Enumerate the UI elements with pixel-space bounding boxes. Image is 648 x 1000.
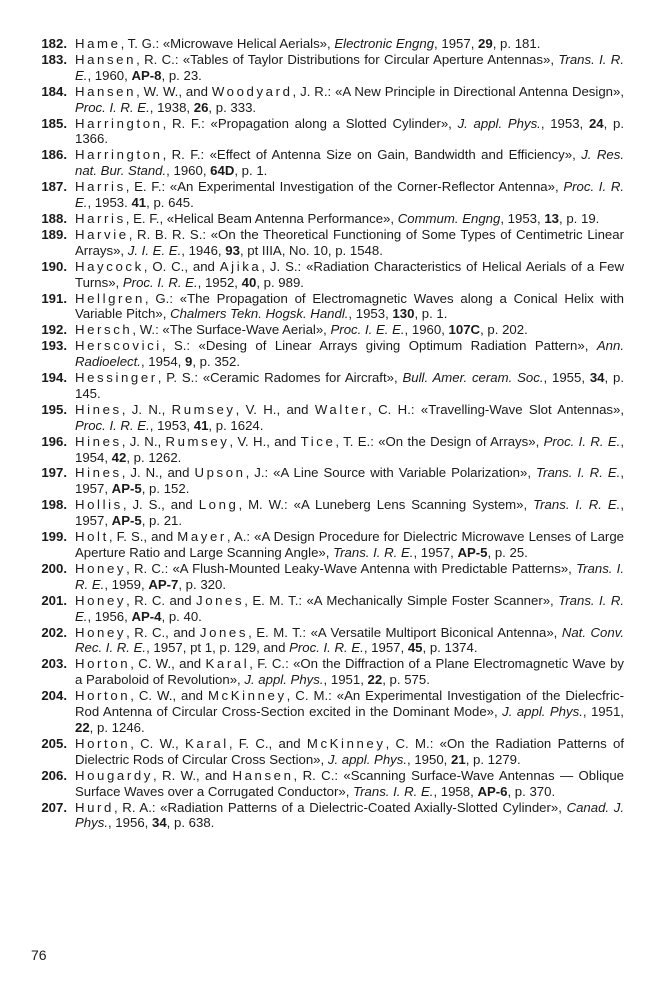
author-name: Ajika — [219, 258, 262, 274]
volume-number: 22 — [367, 672, 383, 688]
citation-text: , S.: «Desing of Linear Arrays giving Optimum Radiation Pattern», — [161, 338, 597, 354]
citation-text: , p. 1246. — [89, 719, 145, 735]
citation-text: , p. 989. — [256, 274, 304, 290]
reference-number: 195. — [41, 401, 67, 417]
reference-text — [75, 593, 624, 625]
journal-title: J. appl. Phys. — [502, 704, 583, 720]
reference-entry — [34, 84, 624, 116]
journal-title: Proc. I. R. E. — [75, 417, 150, 433]
author-name: Hersch — [75, 322, 133, 338]
citation-text: , W.: «The Surface-Wave Aerial», — [132, 322, 331, 338]
volume-number: 45 — [407, 640, 423, 656]
author-name: Karal — [185, 735, 229, 751]
reference-entry — [34, 338, 624, 370]
reference-entry — [34, 465, 624, 497]
journal-title: Proc. I. R. E. — [543, 433, 621, 449]
volume-number: 41 — [193, 417, 209, 433]
reference-entry — [34, 736, 624, 768]
reference-text — [75, 52, 624, 84]
citation-text: , p. 1262. — [126, 449, 182, 465]
reference-entry — [34, 116, 624, 148]
reference-number: 188. — [41, 210, 67, 226]
author-name: Rumsey — [165, 433, 230, 449]
reference-entry — [34, 36, 624, 52]
citation-text: , 1951, — [323, 672, 368, 688]
citation-text: , F. C.: «On the Diffraction of a Plane Electromagnetic Wave by a Paraboloid of Revolution», — [75, 656, 624, 688]
journal-title: Trans. I. R. E. — [75, 560, 624, 592]
volume-number: 24 — [588, 115, 604, 131]
citation-text: , 1960, — [87, 67, 132, 83]
reference-number: 206. — [41, 767, 67, 783]
author-name: Mayer — [177, 529, 227, 545]
reference-number: 205. — [41, 735, 67, 751]
journal-title: Proc. I. E. E. — [330, 322, 405, 338]
journal-title: Trans. I. R. E. — [75, 592, 625, 624]
citation-text: , 1954, — [140, 354, 185, 370]
journal-title: Nat. Conv. Rec. I. R. E. — [75, 624, 624, 656]
journal-title: Canad. J. Phys. — [75, 799, 624, 831]
author-name: Honey — [75, 624, 127, 640]
reference-entry — [34, 147, 624, 179]
citation-text: , C. H.: «Travelling-Wave Slot Antennas», — [368, 401, 624, 417]
author-name: McKinney — [207, 688, 287, 704]
author-name: Hame — [75, 36, 121, 51]
citation-text: , 1957, — [363, 640, 408, 656]
volume-number: AP-8 — [131, 67, 162, 83]
author-name: Horton — [75, 735, 131, 751]
author-name: Horton — [75, 688, 131, 704]
reference-number: 207. — [41, 799, 67, 815]
journal-title: Proc. I. R. E. — [289, 640, 364, 656]
citation-text: , 1951, — [582, 704, 624, 720]
reference-text — [75, 688, 624, 736]
citation-text: , V. H., and — [229, 433, 301, 449]
reference-number: 194. — [41, 370, 67, 386]
author-name: Haycock — [75, 258, 144, 274]
reference-text — [75, 625, 624, 657]
citation-text: , 1953, — [540, 115, 589, 131]
reference-number: 201. — [41, 592, 67, 608]
citation-text: , M. W.: «A Luneberg Lens Scanning System», — [238, 497, 534, 513]
reference-list — [34, 36, 624, 831]
author-name: McKinney — [306, 735, 386, 751]
citation-text: , p. 333. — [208, 99, 257, 115]
journal-title: J. appl. Phys. — [327, 751, 408, 767]
citation-text: , p. 352. — [192, 354, 240, 370]
volume-number: 34 — [151, 815, 167, 831]
citation-text: , E. F.: «An Experimental Investigation of the Corner-Reflector Antenna», — [125, 179, 564, 195]
citation-text: , R. F.: «Propagation along a Slotted Cylinder», — [162, 115, 458, 131]
citation-text: , J. R.: «A New Principle in Directional Antenna Design», — [292, 83, 624, 99]
reference-entry — [34, 370, 624, 402]
reference-text — [75, 402, 624, 434]
author-name: Tice — [300, 433, 336, 449]
citation-text: , p. 575. — [382, 672, 430, 688]
journal-title: Trans. I. R. E. — [353, 783, 434, 799]
journal-title: Bull. Amer. ceram. Soc. — [402, 370, 544, 386]
citation-text: , p. 645. — [146, 195, 194, 211]
reference-text — [75, 291, 624, 323]
author-name: Karal — [205, 656, 250, 672]
reference-text — [75, 338, 624, 370]
citation-text: , J. S.: «Radiation Characteristics of Helical Aerials of a Few Turns», — [75, 258, 624, 290]
citation-text: , E. F., «Helical Beam Antenna Performance», — [125, 210, 398, 226]
citation-text: , T. G.: «Microwave Helical Aerials», — [120, 36, 335, 51]
reference-entry — [34, 322, 624, 338]
reference-text — [75, 656, 624, 688]
journal-title: Proc. I. R. E. — [122, 274, 198, 290]
reference-text — [75, 768, 624, 800]
citation-text: , p. 1. — [234, 163, 268, 179]
author-name: Harrington — [75, 147, 163, 163]
author-name: Hines — [75, 465, 122, 481]
reference-entry — [34, 211, 624, 227]
citation-text: , R. A.: «Radiation Patterns of a Dielectric-Coated Axially-Slotted Cylinder», — [113, 799, 567, 815]
citation-text: , 1959, — [104, 576, 149, 592]
citation-text: , R. C. and — [126, 592, 196, 608]
volume-number: 34 — [589, 370, 605, 386]
author-name: Hougardy — [75, 767, 153, 783]
reference-text — [75, 84, 624, 116]
citation-text: , C. M.: «An Experimental Investigation of the Dielecfric-Rod Antenna of Circular Cross-Section excited in the Dominant Mode», — [75, 688, 624, 720]
journal-title: J. appl. Phys. — [457, 115, 541, 131]
reference-entry — [34, 625, 624, 657]
journal-title: J. appl. Phys. — [244, 672, 324, 688]
reference-number: 202. — [41, 624, 67, 640]
citation-text: , T. E.: «On the Design of Arrays», — [335, 433, 544, 449]
reference-text — [75, 211, 624, 227]
citation-text: , p. 1624. — [208, 417, 264, 433]
citation-text: , 1957, — [434, 36, 479, 51]
reference-entry — [34, 402, 624, 434]
reference-entry — [34, 179, 624, 211]
volume-number: 29 — [478, 36, 493, 51]
citation-text: , R. C.: «Tables of Taylor Distributions for Circular Aperture Antennas», — [136, 51, 559, 67]
reference-text — [75, 561, 624, 593]
reference-text — [75, 370, 624, 402]
author-name: Rumsey — [171, 401, 236, 417]
citation-text: , 1957, — [413, 545, 458, 560]
author-name: Hollis — [75, 497, 123, 513]
citation-text: , p. 320. — [178, 576, 227, 592]
citation-text: , A.: «A Design Procedure for Dielectric Microwave Lenses of Large Aperture Ratio and Large Scanning Angle», — [75, 529, 624, 560]
citation-text: , 1956, — [87, 608, 132, 624]
volume-number: 26 — [193, 99, 209, 115]
author-name: Harrington — [75, 115, 163, 131]
reference-entry — [34, 52, 624, 84]
volume-number: 21 — [451, 751, 466, 767]
reference-number: 199. — [41, 529, 67, 545]
volume-number: 22 — [75, 719, 90, 735]
citation-text: , 1958, — [433, 783, 478, 799]
journal-title: Trans. I. R. E. — [533, 497, 621, 513]
citation-text: , F. S., and — [108, 529, 178, 545]
citation-text: , R. C., and — [126, 624, 200, 640]
citation-text: , 1950, — [407, 751, 452, 767]
author-name: Hansen — [232, 767, 294, 783]
author-name: Hellgren — [75, 290, 145, 306]
journal-title: Electronic Engng — [334, 36, 435, 51]
volume-number: 107C — [448, 322, 481, 338]
reference-entry — [34, 259, 624, 291]
citation-text: , 1957, — [75, 465, 624, 497]
citation-text: , R. W., and — [152, 767, 233, 783]
author-name: Woodyard — [211, 83, 293, 99]
volume-number: AP-6 — [477, 783, 508, 799]
reference-text — [75, 227, 624, 259]
reference-number: 182. — [41, 36, 67, 51]
citation-text: , p. 21. — [141, 513, 183, 529]
citation-text: , p. 19. — [559, 210, 600, 226]
citation-text: , p. 25. — [487, 545, 528, 560]
volume-number: 130 — [392, 306, 415, 322]
reference-text — [75, 434, 624, 466]
author-name: Hines — [75, 401, 122, 417]
author-name: Harris — [75, 179, 126, 195]
reference-entry — [34, 593, 624, 625]
reference-text — [75, 736, 624, 768]
author-name: Horton — [75, 656, 131, 672]
citation-text: , J. N., and — [121, 465, 195, 481]
volume-number: AP-5 — [111, 513, 142, 529]
reference-number: 197. — [41, 465, 67, 481]
reference-text — [75, 36, 624, 52]
citation-text: , R. C.: «A Flush-Mounted Leaky-Wave Antenna with Predictable Patterns», — [126, 560, 577, 576]
journal-title: Commum. Engng — [397, 210, 501, 226]
author-name: Walter — [314, 401, 369, 417]
citation-text: , 1960, — [404, 322, 449, 338]
reference-text — [75, 529, 624, 561]
citation-text: , 1955, — [543, 370, 590, 386]
author-name: Herscovici — [75, 338, 162, 354]
reference-text — [75, 259, 624, 291]
reference-number: 184. — [41, 83, 67, 99]
reference-entry — [34, 656, 624, 688]
reference-number: 191. — [41, 290, 67, 306]
volume-number: 93 — [225, 242, 240, 258]
citation-text: , 1956, — [107, 815, 152, 831]
reference-text — [75, 179, 624, 211]
volume-number: 41 — [131, 195, 147, 211]
citation-text: , p. 145. — [75, 370, 625, 401]
citation-text: , 1954, — [75, 433, 624, 465]
citation-text: , E. M. T.: «A Versatile Multiport Biconical Antenna», — [248, 624, 562, 640]
reference-entry — [34, 434, 624, 466]
reference-number: 192. — [41, 322, 67, 338]
volume-number: AP-4 — [131, 608, 162, 624]
citation-text: , C. W., — [130, 735, 186, 751]
author-name: Hines — [75, 433, 122, 449]
volume-number: 40 — [241, 274, 257, 290]
author-name: Holt — [75, 529, 109, 545]
reference-number: 185. — [41, 115, 67, 131]
citation-text: , p. 638. — [166, 815, 215, 831]
reference-entry — [34, 688, 624, 736]
reference-text — [75, 322, 624, 338]
citation-text: , 1957, pt 1, p. 129, and — [146, 640, 290, 656]
reference-number: 193. — [41, 338, 67, 354]
citation-text: , V. H., and — [235, 401, 315, 417]
citation-text: , O. C., and — [143, 258, 220, 274]
volume-number: 13 — [544, 210, 559, 226]
citation-text: , C. M.: «On the Radiation Patterns of Dielectric Rods of Circular Cross Section», — [75, 735, 625, 767]
reference-number: 190. — [41, 258, 67, 274]
author-name: Hurd — [75, 799, 114, 815]
citation-text: , F. C., and — [228, 735, 307, 751]
reference-number: 183. — [41, 51, 67, 67]
citation-text: , 1953, — [149, 417, 194, 433]
volume-number: 64D — [210, 163, 235, 179]
citation-text: , J. S., and — [122, 497, 199, 513]
reference-number: 196. — [41, 433, 67, 449]
reference-entry — [34, 800, 624, 832]
journal-title: Ann. Radioelect. — [75, 338, 624, 370]
journal-title: Trans. I. R. E. — [75, 51, 624, 83]
reference-number: 204. — [41, 688, 67, 704]
citation-text: , R. C.: «Scanning Surface-Wave Antennas — Oblique Surface Waves over a Corrugated Conductor», — [75, 767, 625, 799]
reference-text — [75, 497, 624, 529]
volume-number: AP-5 — [111, 481, 142, 497]
volume-number: 9 — [184, 354, 193, 370]
author-name: Long — [198, 497, 239, 513]
author-name: Jones — [199, 624, 249, 640]
citation-text: , 1946, — [181, 242, 226, 258]
author-name: Upson — [194, 465, 246, 481]
reference-number: 200. — [41, 560, 67, 576]
reference-number: 187. — [41, 179, 67, 195]
citation-text: , p. 40. — [161, 608, 202, 624]
citation-text: , 1960, — [166, 163, 211, 179]
volume-number: AP-7 — [148, 576, 179, 592]
citation-text: , W. W., and — [136, 83, 212, 99]
volume-number: 42 — [111, 449, 127, 465]
author-name: Jones — [196, 592, 245, 608]
volume-number: AP-5 — [457, 545, 488, 560]
citation-text: , 1957, — [75, 497, 624, 529]
reference-entry — [34, 497, 624, 529]
author-name: Honey — [75, 560, 127, 576]
citation-text: , pt IIIA, No. 10, p. 1548. — [239, 242, 383, 258]
citation-text: , p. 202. — [480, 322, 528, 338]
author-name: Hessinger — [75, 370, 158, 386]
citation-text: , p. 370. — [507, 783, 556, 799]
citation-text: , C. W., and — [130, 656, 206, 672]
author-name: Harvie — [75, 226, 129, 242]
reference-text — [75, 465, 624, 497]
reference-text — [75, 147, 624, 179]
citation-text: , P. S.: «Ceramic Radomes for Aircraft», — [157, 370, 403, 386]
citation-text: , 1938, — [149, 99, 194, 115]
citation-text: , R. F.: «Effect of Antenna Size on Gain, Bandwidth and Efficiency», — [162, 147, 582, 163]
citation-text: , p. 23. — [161, 67, 202, 83]
journal-title: Proc. I. R. E. — [75, 179, 625, 211]
citation-text: , p. 1366. — [75, 115, 625, 147]
citation-text: , 1952, — [197, 274, 242, 290]
citation-text: , E. M. T.: «A Mechanically Simple Foster Scanner», — [244, 592, 559, 608]
journal-title: Trans. I. R. E. — [333, 545, 414, 560]
journal-title: Chalmers Tekn. Hogsk. Handl. — [170, 306, 349, 322]
reference-number: 203. — [41, 656, 67, 672]
citation-text: , p. 181. — [492, 36, 541, 51]
author-name: Harris — [75, 210, 126, 226]
reference-text — [75, 800, 624, 832]
reference-entry — [34, 529, 624, 561]
reference-entry — [34, 227, 624, 259]
citation-text: , R. B. R. S.: «On the Theoretical Functioning of Some Types of Centimetric Linear Arrays», — [75, 226, 624, 258]
citation-text: , J.: «A Line Source with Variable Polarization», — [245, 465, 536, 481]
reference-number: 189. — [41, 226, 67, 242]
citation-text: , C. W., and — [130, 688, 208, 704]
reference-entry — [34, 561, 624, 593]
journal-title: J. I. E. E. — [127, 242, 182, 258]
citation-text: , p. 1374. — [422, 640, 478, 656]
citation-text: , 1953. — [87, 195, 132, 211]
citation-text: , 1953, — [348, 306, 393, 322]
citation-text: , 1953, — [500, 210, 545, 226]
citation-text: , G.: «The Propagation of Electromagnetic Waves along a Conical Helix with Variable Pitch», — [75, 290, 624, 322]
author-name: Hansen — [75, 51, 137, 67]
reference-entry — [34, 768, 624, 800]
citation-text: , p. 1279. — [465, 751, 521, 767]
citation-text: , p. 1. — [414, 306, 448, 322]
citation-text: , J. N., — [121, 401, 172, 417]
reference-number: 186. — [41, 147, 67, 163]
citation-text: , p. 152. — [141, 481, 190, 497]
journal-title: Proc. I. R. E. — [75, 99, 150, 115]
reference-text — [75, 116, 624, 148]
author-name: Hansen — [75, 83, 137, 99]
journal-title: J. Res. nat. Bur. Stand. — [75, 147, 624, 179]
reference-number: 198. — [41, 497, 67, 513]
author-name: Honey — [75, 592, 127, 608]
journal-title: Trans. I. R. E. — [535, 465, 621, 481]
citation-text: , J. N., — [121, 433, 166, 449]
page-number: 76 — [31, 947, 47, 963]
reference-entry — [34, 291, 624, 323]
